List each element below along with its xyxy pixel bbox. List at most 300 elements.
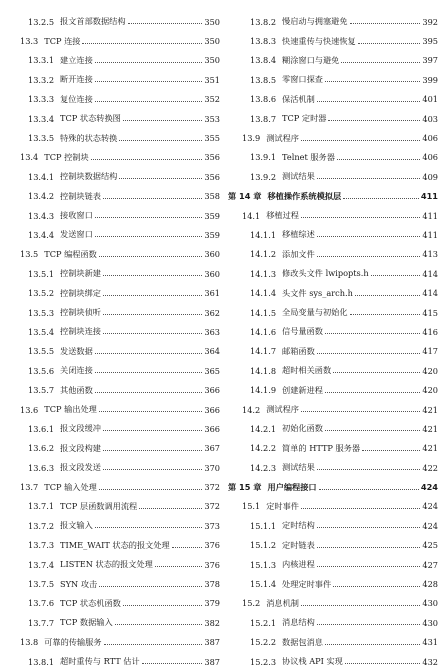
toc-entry-page: 373 [204,520,220,531]
toc-entry-number: 13.8.6 [250,94,277,105]
toc-entry [6,361,220,380]
toc-entry-number: 13.8.2 [250,16,277,27]
toc-entry-title: TIME_WAIT 状态的报文处理 [60,539,170,550]
dot-leader [95,217,203,218]
dot-leader [82,43,202,44]
toc-entry-number: 13.3 [20,36,39,47]
toc-entry-page: 352 [204,94,220,105]
dot-leader [103,469,202,470]
dot-leader [99,256,203,257]
toc-entry-title: TCP 连接 [44,35,81,46]
dot-leader [103,314,202,315]
toc-entry-page: 406 [422,152,438,163]
toc-entry-number: 13.3.3 [28,94,55,105]
dot-leader [139,508,202,509]
toc-entry [228,652,438,671]
toc-entry-title: 消息机制 [266,597,299,608]
toc-entry-page: 360 [204,268,220,279]
toc-entry-page: 356 [204,152,220,163]
toc-entry-page: 421 [422,404,438,415]
toc-entry-number: 13.7.2 [28,520,55,531]
dot-leader [337,159,420,160]
dot-leader [301,217,420,218]
toc-entry-page: 366 [204,385,220,396]
dot-leader [301,605,420,606]
toc-entry-page: 367 [204,443,220,454]
toc-entry-title: LISTEN 状态的报文处理 [60,559,153,570]
toc-entry-title: 添加文件 [282,248,315,259]
dot-leader [317,256,421,257]
dot-leader [325,81,420,82]
toc-entry [6,225,220,244]
dot-leader [99,489,203,490]
toc-entry [6,70,220,89]
toc-entry [6,497,220,516]
dot-leader [343,198,419,199]
toc-entry-title: 移植操作系统模拟层 [267,190,342,201]
toc-entry-page: 416 [422,326,438,337]
toc-entry [228,380,438,399]
toc-entry-page: 350 [204,36,220,47]
toc-entry-title: 测试程序 [266,404,299,414]
dot-leader [95,81,203,82]
toc-entry-page: 421 [422,443,438,454]
toc-entry-page: 379 [204,598,220,609]
toc-entry-title: TCP 定时器 [282,113,327,124]
dot-leader [345,663,421,664]
toc-entry-page: 353 [204,113,220,124]
toc-entry-page: 387 [204,656,220,667]
dot-leader [128,23,203,24]
toc-entry-number: 15.1.2 [250,540,277,551]
toc-entry-title: 移植过程 [266,210,299,221]
toc-entry-title: 其他函数 [60,384,93,395]
toc-entry-title: 定时事件 [266,500,299,511]
toc-entry [6,128,220,147]
toc-chapter-entry [228,477,438,496]
toc-entry-page: 382 [204,617,220,628]
toc-entry-page: 372 [204,482,220,493]
dot-leader [317,236,421,237]
toc-entry [6,555,220,574]
dot-leader [325,430,420,431]
toc-entry-title: TCP 数据输入 [60,617,113,628]
toc-entry [6,187,220,206]
toc-entry [228,322,438,341]
toc-entry [228,303,438,322]
toc-entry-number: 13.8 [20,637,39,648]
toc-entry-title: TCP 状态机函数 [60,597,121,608]
toc-entry-page: 350 [204,55,220,66]
toc-entry-title: 定时链表 [282,539,315,550]
toc-entry-title: SYN 攻击 [60,578,98,589]
dot-leader [301,411,420,412]
toc-entry-number: 14.2.3 [250,462,277,473]
dot-leader [371,275,421,276]
toc-entry-title: 断开连接 [60,74,93,85]
dot-leader [325,333,420,334]
toc-entry-page: 358 [204,191,220,202]
dot-leader [355,295,420,296]
toc-entry-page: 425 [422,540,438,551]
toc-entry [6,516,220,535]
toc-entry [6,12,220,31]
dot-leader [350,23,421,24]
toc-entry-page: 370 [204,462,220,473]
toc-entry-number: 14.1.5 [250,307,277,318]
toc-entry-page: 406 [422,133,438,144]
toc-entry [228,31,438,50]
toc-entry-title: TCP 编程函数 [44,248,97,259]
toc-entry-number: 13.7.6 [28,598,55,609]
toc-entry-page: 424 [422,520,438,531]
toc-entry-number: 13.9.2 [250,171,277,182]
dot-leader [317,624,421,625]
dot-leader [95,236,203,237]
toc-entry-title: 用户编程接口 [267,481,317,492]
toc-entry-page: 420 [422,365,438,376]
toc-entry-title: 移植综述 [282,229,315,240]
toc-entry-title: 报文输入 [60,520,93,531]
toc-entry-title: 接收窗口 [60,210,93,221]
toc-entry [228,283,438,302]
toc-entry-number: 13.8.3 [250,36,277,47]
toc-entry [228,264,438,283]
toc-entry-number: 14.1.2 [250,249,277,260]
toc-entry [228,458,438,477]
toc-entry [228,148,438,167]
toc-entry-title: 复位连接 [60,93,93,104]
toc-entry [6,574,220,593]
toc-entry-page: 356 [204,171,220,182]
toc-entry [6,148,220,167]
dot-leader [333,372,420,373]
toc-entry [228,400,438,419]
dot-leader [91,159,203,160]
toc-entry [228,206,438,225]
toc-entry-number: 13.2.5 [28,16,55,27]
toc-entry-number: 15.1.4 [250,579,277,590]
toc-entry-page: 355 [204,133,220,144]
toc-entry-page: 411 [420,191,438,202]
toc-entry-page: 372 [204,501,220,512]
dot-leader [317,527,421,528]
toc-entry-page: 414 [422,288,438,299]
toc-entry-title: 协议栈 API 实现 [282,656,343,667]
dot-leader [104,644,203,645]
toc-entry-number: 13.5.5 [28,346,55,357]
dot-leader [95,101,203,102]
toc-entry [6,380,220,399]
toc-entry-title: 发送窗口 [60,229,93,240]
toc-entry [6,439,220,458]
toc-entry-number: 13.4.2 [28,191,55,202]
toc-entry-page: 360 [204,249,220,260]
toc-entry-page: 364 [204,346,220,357]
toc-entry [228,245,438,264]
toc-entry [6,283,220,302]
dot-leader [155,566,203,567]
dot-leader [317,469,421,470]
toc-entry-number: 13.7.5 [28,579,55,590]
toc-entry-title: TCP 状态转换图 [60,113,121,124]
toc-entry-title: 全局变量与初始化 [282,307,348,318]
toc-entry-number: 13.3.4 [28,113,55,124]
dot-leader [103,450,202,451]
toc-entry-number: 13.4.3 [28,210,55,221]
toc-entry-title: 超时相关函数 [282,365,332,376]
toc-entry-number: 14.1.9 [250,385,277,396]
toc-entry-title: 控制块新建 [60,268,101,279]
toc-entry-number: 13.9.1 [250,152,277,163]
dot-leader [99,411,203,412]
toc-entry-page: 387 [204,637,220,648]
dot-leader [341,62,420,63]
dot-leader [103,275,202,276]
toc-entry [6,167,220,186]
toc-entry-title: 消息结构 [282,617,315,628]
toc-entry-page: 361 [204,288,220,299]
toc-entry-number: 15.2 [242,598,261,609]
toc-entry [6,90,220,109]
dot-leader [123,605,203,606]
toc-entry-title: 超时重传与 RTT 估计 [60,656,140,667]
toc-entry-page: 366 [204,423,220,434]
toc-entry-page: 366 [204,404,220,415]
dot-leader [119,178,202,179]
toc-entry [228,90,438,109]
dot-leader [119,140,202,141]
toc-entry-page: 411 [422,210,438,221]
toc-entry-number: 第 14 章 [228,190,262,201]
toc-entry-page: 414 [422,268,438,279]
toc-entry-number: 13.6.1 [28,423,55,434]
toc-entry-number: 13.3.2 [28,74,55,85]
toc-entry-number: 13.8.1 [28,656,55,667]
toc-entry-title: 糊涂窗口与避免 [282,54,340,65]
dot-leader [95,62,203,63]
toc-entry-page: 378 [204,579,220,590]
toc-entry-title: 报文段缓冲 [60,423,101,434]
toc-entry-title: 快速重传与快速恢复 [282,35,356,46]
toc-entry-number: 13.5.7 [28,385,55,396]
toc-entry-title: TCP 输入处理 [44,481,97,492]
toc-entry-number: 14.2.1 [250,423,277,434]
toc-entry [228,555,438,574]
toc-entry-page: 421 [422,423,438,434]
toc-entry [228,128,438,147]
toc-entry [6,633,220,652]
toc-entry-title: 控制块侦听 [60,307,101,318]
toc-entry-page: 359 [204,229,220,240]
toc-entry [228,497,438,516]
toc-entry-number: 14.2 [242,404,261,415]
toc-entry [228,361,438,380]
toc-entry-title: 初始化函数 [282,423,323,434]
toc-entry-title: 慢启动与拥塞避免 [282,16,348,27]
toc-entry-title: 定时结构 [282,520,315,531]
toc-entry-title: 报文首部数据结构 [60,16,126,27]
dot-leader [317,101,421,102]
toc-entry-title: 控制块绑定 [60,287,101,298]
dot-leader [103,295,202,296]
toc-left-column [6,12,220,671]
toc-entry-number: 13.5.3 [28,307,55,318]
toc-entry-title: 可靠的传输服务 [44,636,102,647]
toc-entry-page: 376 [204,540,220,551]
toc-entry-page: 427 [422,559,438,570]
toc-entry-number: 13.5.2 [28,288,55,299]
dot-leader [317,178,421,179]
toc-entry-number: 15.1.3 [250,559,277,570]
toc-entry-page: 397 [422,55,438,66]
toc-entry [228,516,438,535]
toc-entry-number: 14.1.8 [250,365,277,376]
toc-entry [6,264,220,283]
toc-entry-page: 411 [422,229,438,240]
toc-entry-page: 403 [422,113,438,124]
toc-entry-title: 测试结果 [282,462,315,473]
toc-entry-number: 14.1.1 [250,229,277,240]
toc-entry-page: 395 [422,36,438,47]
toc-entry-title: 零窗口探查 [282,74,323,85]
toc-entry-number: 15.1.1 [250,520,277,531]
toc-entry-page: 401 [422,94,438,105]
toc-entry-page: 399 [422,74,438,85]
toc-entry-title: 关闭连接 [60,365,93,376]
toc-entry-page: 428 [422,579,438,590]
dot-leader [301,140,420,141]
toc-entry-number: 14.1.3 [250,268,277,279]
dot-leader [95,392,203,393]
toc-entry-page: 392 [422,16,438,27]
toc-entry-page: 422 [422,462,438,473]
dot-leader [172,547,203,548]
toc-entry [6,31,220,50]
toc-entry-number: 14.1 [242,210,261,221]
toc-entry-title: 创建新进程 [282,384,323,395]
toc-entry-title: 报文段发送 [60,462,101,473]
toc-entry-number: 13.6 [20,404,39,415]
toc-entry [6,458,220,477]
toc-entry-number: 13.8.5 [250,74,277,85]
dot-leader [95,372,203,373]
dot-leader [333,586,420,587]
toc-entry [6,536,220,555]
toc-entry-number: 13.6.3 [28,462,55,473]
toc-entry-title: TCP 输出处理 [44,404,97,414]
toc-entry-number: 13.7.3 [28,540,55,551]
dot-leader [317,547,421,548]
toc-entry [6,322,220,341]
toc-entry-title: 修改头文件 lwipopts.h [282,268,369,279]
toc-entry-page: 409 [422,171,438,182]
dot-leader [317,353,421,354]
toc-entry [228,574,438,593]
toc-entry-page: 431 [422,637,438,648]
toc-entry-number: 15.2.1 [250,617,277,628]
toc-entry-title: Telnet 服务器 [282,151,335,162]
toc-entry-number: 13.7 [20,482,39,493]
toc-entry [228,633,438,652]
dot-leader [142,663,203,664]
toc-entry-number: 13.7.4 [28,559,55,570]
toc-entry [228,225,438,244]
toc-entry [6,342,220,361]
toc-entry [228,613,438,632]
toc-entry-number: 13.8.4 [250,55,277,66]
toc-chapter-entry [228,187,438,206]
dot-leader [325,644,420,645]
dot-leader [319,489,419,490]
dot-leader [103,198,202,199]
toc-entry-page: 350 [204,16,220,27]
toc-entry-title: 简单的 HTTP 服务器 [282,442,361,453]
toc-entry-page: 424 [420,482,438,493]
toc-entry-title: 数据包消息 [282,636,323,647]
toc-entry-page: 430 [422,617,438,628]
toc-entry-page: 424 [422,501,438,512]
toc-entry [228,439,438,458]
toc-entry-page: 351 [204,74,220,85]
toc-entry-page: 359 [204,210,220,221]
toc-entry-title: 发送数据 [60,345,93,356]
toc-entry-title: 邮箱函数 [282,345,315,356]
toc-entry [6,245,220,264]
toc-entry [228,70,438,89]
toc-entry-number: 13.3.1 [28,55,55,66]
toc-entry-number: 13.7.7 [28,617,55,628]
toc-entry-page: 417 [422,346,438,357]
toc-entry-number: 14.2.2 [250,443,277,454]
toc-entry [6,477,220,496]
toc-entry-title: TCP 控制块 [44,151,89,162]
toc-entry [228,109,438,128]
toc-entry-number: 14.1.6 [250,326,277,337]
toc-entry [6,303,220,322]
toc-entry-page: 413 [422,249,438,260]
toc-entry [228,51,438,70]
dot-leader [95,353,203,354]
toc-entry-title: 测试程序 [266,132,299,143]
toc-entry-page: 432 [422,656,438,667]
toc-entry-title: 内核进程 [282,559,315,570]
toc-entry-number: 13.4.4 [28,229,55,240]
toc-entry-number: 13.5 [20,249,39,260]
toc-entry-number: 13.9 [242,133,261,144]
toc-entry-number: 15.1 [242,501,261,512]
toc-entry-title: 控制块连接 [60,326,101,337]
toc-entry-number: 13.4.1 [28,171,55,182]
dot-leader [103,430,202,431]
toc-entry [6,400,220,419]
toc-entry-title: 信号量函数 [282,326,323,337]
toc-entry-title: 控制块链表 [60,190,101,201]
toc-entry-number: 13.7.1 [28,501,55,512]
toc-entry-number: 13.5.4 [28,326,55,337]
toc-entry-page: 376 [204,559,220,570]
toc-entry [228,419,438,438]
toc-entry-number: 13.5.6 [28,365,55,376]
toc-entry-page: 415 [422,307,438,318]
toc-entry [228,594,438,613]
toc-entry-number: 15.2.2 [250,637,277,648]
dot-leader [350,314,421,315]
toc-entry [6,109,220,128]
toc-entry-number: 第 15 章 [228,481,262,492]
toc-entry-title: 特殊的状态转换 [60,132,118,143]
toc-entry-number: 14.1.7 [250,346,277,357]
